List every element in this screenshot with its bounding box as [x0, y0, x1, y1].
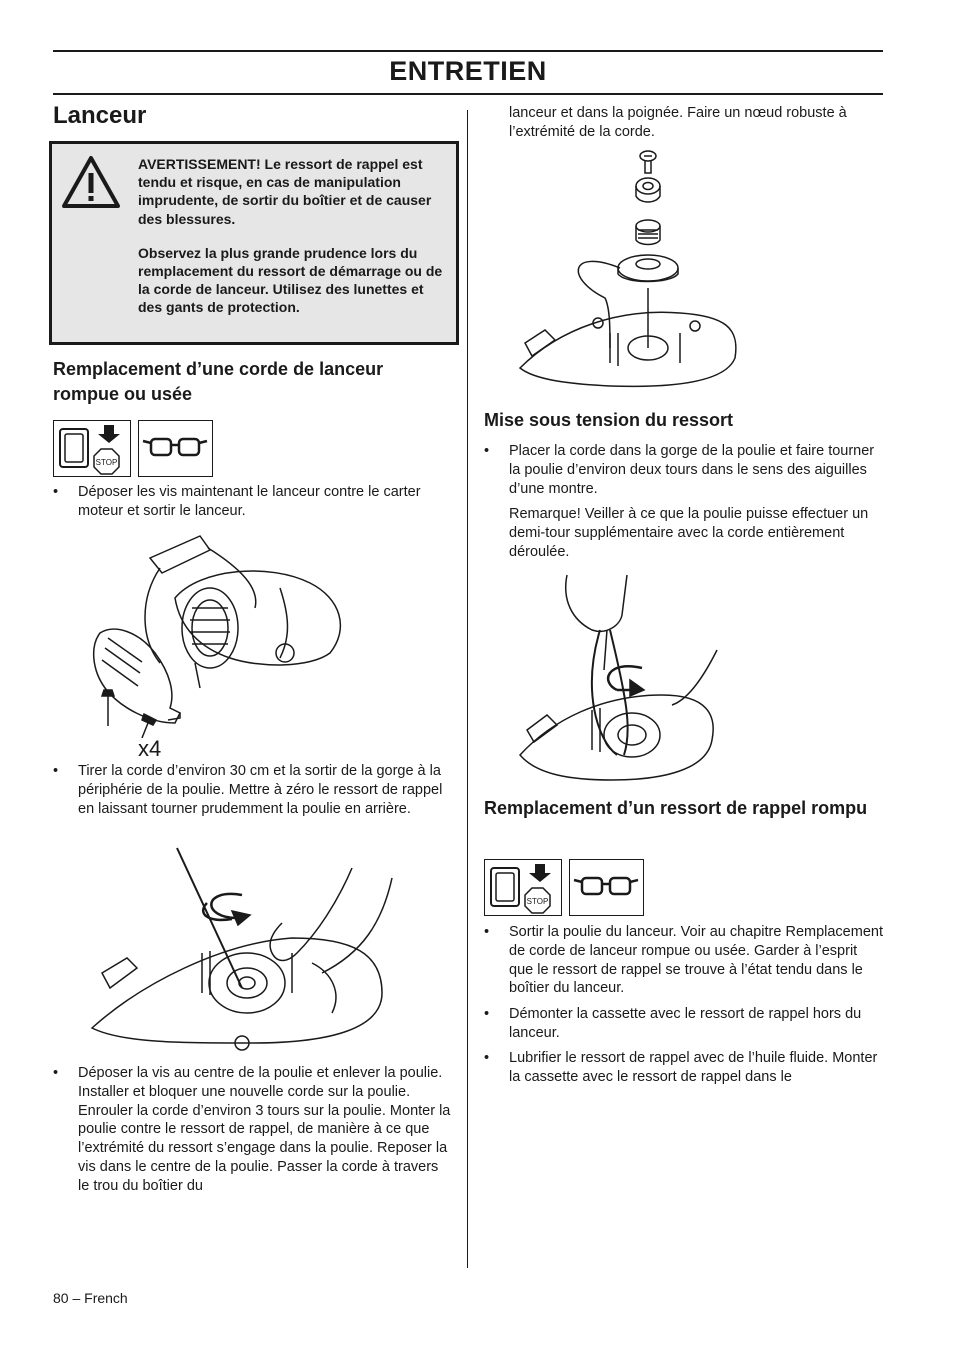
- remark-text: Remarque! Veiller à ce que la poulie puisse effectuer un demi-tour supplémentaire avec la corde entièrement déroulée.: [509, 506, 869, 560]
- safety-glasses-icon: [569, 859, 644, 916]
- bullet-dot: •: [484, 924, 490, 940]
- bullet-text: Démonter la cassette avec le ressort de rappel hors du lanceur.: [509, 1006, 862, 1041]
- subtitle-ressort: Remplacement d’un ressort de rappel rompu: [484, 798, 868, 818]
- figure-exploded-pulley: [510, 148, 750, 393]
- list-item: [53, 1064, 453, 1196]
- list-item: [53, 762, 453, 818]
- bullet-dot: •: [484, 1050, 490, 1066]
- page-footer: 80 – French: [53, 1290, 128, 1306]
- continued-text: lanceur et dans la poignée. Faire un nœud robuste à l’extrémité de la corde.: [509, 105, 847, 140]
- warning-paragraph-1: AVERTISSEMENT! Le ressort de rappel est tendu et risque, en cas de manipulation imprudente, de sortir du boîtier et de causer des blessures.: [138, 156, 432, 227]
- subtitle-corde: Remplacement d’une corde de lanceur rompue ou usée: [53, 359, 384, 404]
- bullet-text: Lubrifier le ressort de rappel avec de l’huile fluide. Monter la cassette avec le ressort de rappel dans le: [509, 1050, 878, 1085]
- bullet-dot: •: [53, 484, 59, 500]
- subtitle-tension: Mise sous tension du ressort: [484, 410, 734, 430]
- section-title: ENTRETIEN: [389, 56, 547, 86]
- bullet-dot: •: [484, 443, 490, 459]
- header-top-rule: [53, 50, 883, 52]
- list-item: [484, 923, 884, 998]
- list-item: [53, 483, 453, 521]
- stop-label: STOP: [95, 458, 118, 467]
- bullet-dot: •: [53, 1065, 59, 1081]
- warning-box: [49, 141, 459, 345]
- safety-glasses-icon: [138, 420, 213, 477]
- warning-text: [138, 155, 448, 333]
- bullet-text: Placer la corde dans la gorge de la poulie et faire tourner la poulie d’environ deux tours dans le sens des aiguilles d’une montre.: [509, 443, 875, 497]
- bullet-text: Tirer la corde d’environ 30 cm et la sortir de la gorge à la périphérie de la poulie. Mettre à zéro le ressort de rappel en laissant tourner prudemment la poulie en arrière.: [78, 763, 443, 817]
- page-title: Lanceur: [53, 102, 147, 129]
- bullet-dot: •: [484, 1006, 490, 1022]
- bullet-text: Sortir la poulie du lanceur. Voir au chapitre Remplacement de corde de lanceur rompue ou usée. Garder à l’esprit que le ressort de rappel se trouve à l’état tendu dans le boîtier du lanceur.: [509, 924, 883, 997]
- list-item: [484, 1049, 884, 1087]
- list-item: [484, 1005, 884, 1043]
- warning-triangle-icon: [60, 154, 122, 210]
- figure-label-x4: x4: [138, 736, 162, 761]
- figure-reset-spring: [82, 843, 452, 1058]
- bullet-dot: •: [53, 763, 59, 779]
- column-divider: [467, 110, 468, 1268]
- figure-tension-spring: [512, 570, 727, 790]
- list-item: [484, 442, 884, 498]
- warning-paragraph-2: Observez la plus grande prudence lors du remplacement du ressort de démarrage ou de la corde de lanceur. Utilisez des lunettes et des gants de protection.: [138, 244, 443, 316]
- stop-label: STOP: [526, 897, 549, 906]
- bullet-text: Déposer la vis au centre de la poulie et enlever la poulie. Installer et bloquer une nouvelle corde sur la poulie. Enrouler la corde d’environ 3 tours sur la poulie. Monter la poulie contre le ressort de rappel, de manière à ce que l’extrémité du ressort s’engage dans la poulie. Reposer la vis dans le centre de la poulie. Passer la corde à travers le trou du boîtier du: [78, 1065, 451, 1194]
- header-bottom-rule: [53, 93, 883, 95]
- bullet-text: Déposer les vis maintenant le lanceur contre le carter moteur et sortir le lanceur.: [78, 484, 421, 519]
- stop-engine-icon: [53, 420, 131, 477]
- stop-engine-icon: [484, 859, 562, 916]
- figure-remove-starter: [80, 528, 440, 763]
